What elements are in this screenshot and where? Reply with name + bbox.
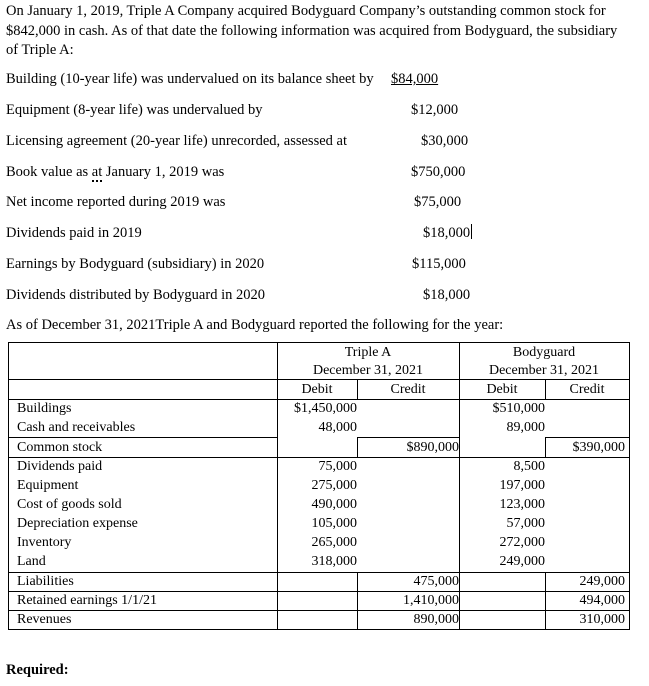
row-label-common-stock: Common stock — [17, 440, 103, 455]
row-label-equipment: Equipment — [17, 478, 79, 493]
ta-debit-inventory: 265,000 — [311, 535, 357, 550]
bg-debit-dividends: 8,500 — [513, 459, 545, 474]
fact-label-building: Building (10-year life) was undervalued on its balance sheet by — [6, 71, 374, 87]
bg-debit-cash: 89,000 — [506, 420, 545, 435]
ta-credit-liabilities: 475,000 — [413, 574, 459, 589]
col-divider — [545, 572, 546, 629]
col-divider — [357, 572, 358, 629]
row-label-cogs: Cost of goods sold — [17, 497, 122, 512]
fact-label-net-income: Net income reported during 2019 was — [6, 194, 226, 210]
row-label-cash: Cash and receivables — [17, 420, 136, 435]
bg-credit-liabilities: 249,000 — [579, 574, 625, 589]
row-divider — [9, 437, 277, 438]
bg-debit-equipment: 197,000 — [499, 478, 545, 493]
fact-value-dividends-2020: $18,000 — [423, 287, 471, 303]
header-bodyguard-name: Bodyguard — [512, 345, 576, 360]
fact-label-licensing: Licensing agreement (20-year life) unrecorded, assessed at — [6, 133, 347, 149]
row-divider — [9, 610, 629, 611]
col-divider — [545, 437, 546, 457]
ta-credit-retained-earnings: 1,410,000 — [403, 593, 459, 608]
bg-debit-buildings: $510,000 — [492, 401, 545, 416]
ta-debit-depreciation: 105,000 — [311, 516, 357, 531]
row-label-dividends: Dividends paid — [17, 459, 103, 474]
col-divider — [357, 437, 358, 457]
header-triple-a-credit: Credit — [390, 382, 426, 397]
ta-debit-equipment: 275,000 — [311, 478, 357, 493]
fact-value-earnings-2020: $115,000 — [412, 256, 466, 272]
row-label-depreciation: Depreciation expense — [17, 516, 138, 531]
bg-credit-revenues: 310,000 — [579, 612, 625, 627]
row-label-buildings: Buildings — [17, 401, 72, 416]
header-bodyguard-credit: Credit — [569, 382, 605, 397]
text-cursor — [471, 224, 472, 239]
bg-credit-retained-earnings: 494,000 — [579, 593, 625, 608]
required-heading: Required: — [6, 662, 69, 678]
ta-debit-buildings: $1,450,000 — [294, 401, 357, 416]
header-triple-a-name: Triple A — [344, 345, 392, 360]
row-label-inventory: Inventory — [17, 535, 72, 550]
bg-debit-land: 249,000 — [499, 554, 545, 569]
ta-credit-common-stock: $890,000 — [406, 440, 459, 455]
row-divider — [545, 437, 629, 438]
fact-label-book-value: Book value as at January 1, 2019 was — [6, 164, 225, 180]
fact-value-dividends-2019[interactable]: $18,000 — [423, 225, 471, 241]
spellcheck-word: at — [91, 164, 103, 180]
as-of-statement: As of December 31, 2021Triple A and Bodyguard reported the following for the year: — [6, 317, 504, 333]
header-triple-a-date: December 31, 2021 — [312, 363, 424, 378]
trial-balance-table — [8, 342, 630, 630]
bg-debit-inventory: 272,000 — [499, 535, 545, 550]
fact-label-equipment: Equipment (8-year life) was undervalued by — [6, 102, 263, 118]
intro-paragraph: On January 1, 2019, Triple A Company acquired Bodyguard Company’s outstanding common stock for $842,000 in cash. As of that date the following information was acquired from Bodyguard, the subsidiary of Triple A: — [6, 3, 618, 58]
fact-value-book-value: $750,000 — [411, 164, 466, 180]
fact-value-net-income: $75,000 — [414, 194, 462, 210]
fact-value-equipment: $12,000 — [411, 102, 459, 118]
row-divider — [357, 437, 459, 438]
fact-value-licensing: $30,000 — [421, 133, 469, 149]
row-label-liabilities: Liabilities — [17, 574, 74, 589]
row-label-revenues: Revenues — [17, 612, 72, 627]
row-divider — [9, 572, 629, 573]
row-label-land: Land — [17, 554, 46, 569]
fact-label-dividends-2019: Dividends paid in 2019 — [6, 225, 142, 241]
header-bodyguard-date: December 31, 2021 — [488, 363, 600, 378]
ta-debit-land: 318,000 — [311, 554, 357, 569]
ta-credit-revenues: 890,000 — [413, 612, 459, 627]
fact-label-earnings-2020: Earnings by Bodyguard (subsidiary) in 2020 — [6, 256, 265, 272]
bg-credit-common-stock: $390,000 — [572, 440, 625, 455]
fact-label-dividends-2020: Dividends distributed by Bodyguard in 2020 — [6, 287, 265, 303]
ta-debit-cogs: 490,000 — [311, 497, 357, 512]
ta-debit-dividends: 75,000 — [318, 459, 357, 474]
header-triple-a-debit: Debit — [301, 382, 333, 397]
header-bodyguard-debit: Debit — [486, 382, 518, 397]
fact-value-building: $84,000 — [391, 71, 439, 87]
bg-debit-cogs: 123,000 — [499, 497, 545, 512]
bg-debit-depreciation: 57,000 — [506, 516, 545, 531]
ta-debit-cash: 48,000 — [318, 420, 357, 435]
row-label-retained-earnings: Retained earnings 1/1/21 — [17, 593, 157, 608]
